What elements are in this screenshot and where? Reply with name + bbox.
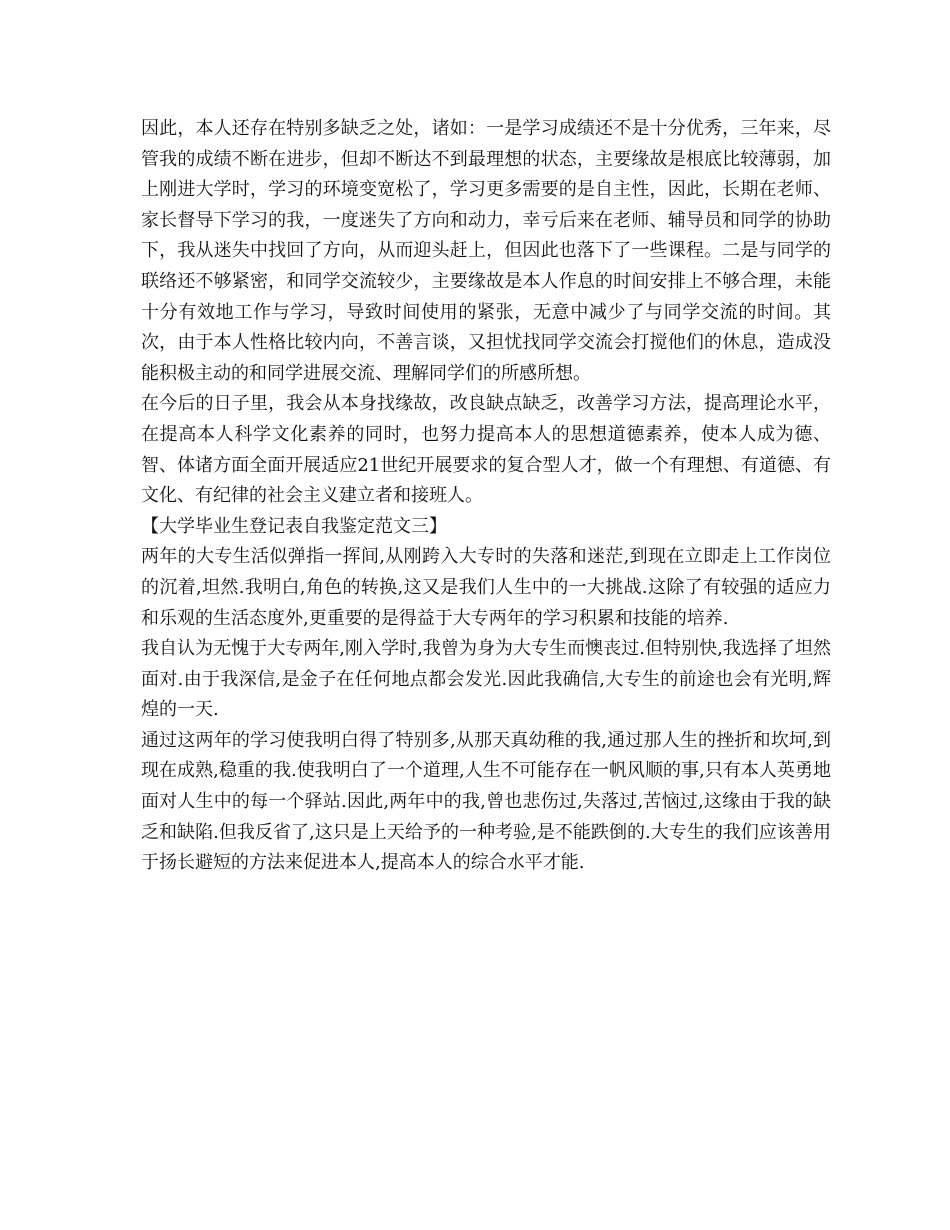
paragraph-self-assessment: 我自认为无愧于大专两年,刚入学时,我曾为身为大专生而懊丧过.但特别快,我选择了坦然面对.由于我深信,是金子在任何地点都会发光.因此我确信,大专生的前途也会有光明,辉煌的一天.: [141, 638, 831, 721]
document-body: [141, 114, 831, 879]
paragraph-lessons-learned: 通过这两年的学习使我明白得了特别多,从那天真幼稚的我,通过那人生的挫折和坎坷,到现在成熟,稳重的我.使我明白了一个道理,人生不可能存在一帆风顺的事,只有本人英勇地面对人生中的每一个驿站.因此,两年中的我,曾也悲伤过,失落过,苦恼过,这缘由于我的缺乏和缺陷.但我反省了,这只是上天给予的一种考验,是不能跌倒的.大专生的我们应该善用于扬长避短的方法来促进本人,提高本人的综合水平才能.: [141, 729, 831, 874]
paragraph-college-life: 两年的大专生活似弹指一挥间,从刚跨入大专时的失落和迷茫,到现在立即走上工作岗位的沉着,坦然.我明白,角色的转换,这又是我们人生中的一大挑战.这除了有较强的适应力和乐观的生活态度外,更重要的是得益于大专两年的学习积累和技能的培养.: [141, 546, 831, 629]
section-title-sample-three: 【大学毕业生登记表自我鉴定范文三】: [141, 515, 447, 537]
paragraph-shortcomings: 因此，本人还存在特别多缺乏之处，诸如：一是学习成绩还不是十分优秀，三年来，尽管我的成绩不断在进步，但却不断达不到最理想的状态，主要缘故是根底比较薄弱，加上刚进大学时，学习的环境变宽松了，学习更多需要的是自主性，因此，长期在老师、家长督导下学习的我，一度迷失了方向和动力，幸亏后来在老师、辅导员和同学的协助下，我从迷失中找回了方向，从而迎头赶上，但因此也落下了一些课程。二是与同学的联络还不够紧密，和同学交流较少，主要缘故是本人作息的时间安排上不够合理，未能十分有效地工作与学习，导致时间使用的紧张，无意中减少了与同学交流的时间。其次，由于本人性格比较内向，不善言谈，又担忧找同学交流会打搅他们的休息，造成没能积极主动的和同学进展交流、理解同学们的所感所想。: [141, 118, 831, 384]
paragraph-future-plans: 在今后的日子里，我会从本身找缘故，改良缺点缺乏，改善学习方法，提高理论水平，在提高本人科学文化素养的同时，也努力提高本人的思想道德素养，使本人成为德、智、体诸方面全面开展适应21世纪开展要求的复合型人才，做一个有理想、有道德、有文化、有纪律的社会主义建立者和接班人。: [141, 393, 831, 507]
